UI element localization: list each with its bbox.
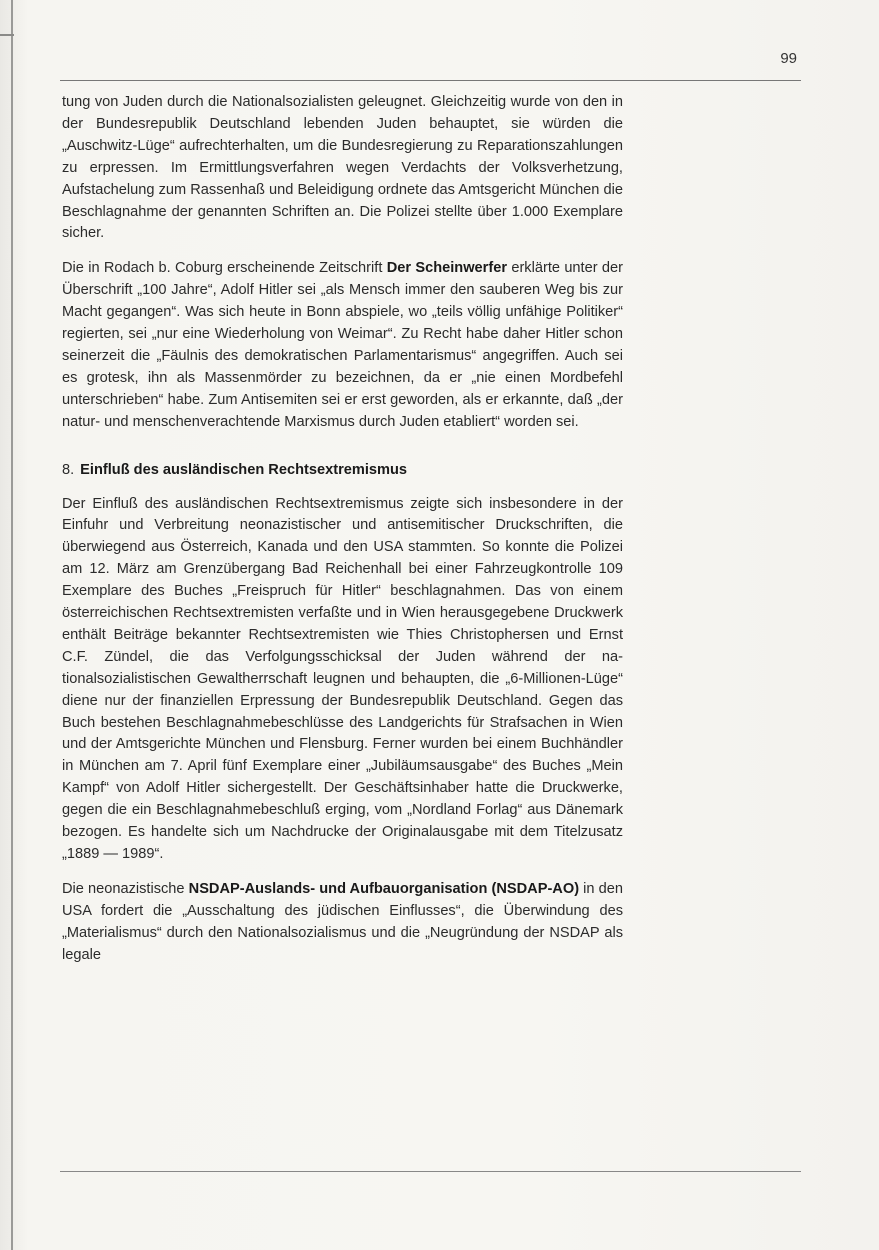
paragraph-4-body: in den USA fordert die „Ausschaltung des jüdischen Einflusses“, die Überwindung des „Materialismus“ durch den Nationalsozialismus und die „Neugründung der NSDAP als legale <box>62 880 623 963</box>
section-title: Einfluß des ausländischen Rechtsextremismus <box>80 461 408 478</box>
page-number: 99 <box>780 50 797 67</box>
page-body <box>62 92 623 980</box>
paragraph-1: tung von Juden durch die Nationalsozialisten geleugnet. Gleichzeitig wurde von den in der Bundesrepublik Deutschland lebenden Juden behauptet, sie würden die „Auschwitz-Lüge“ aufrechterhalten, um die Bundesregierung zu Reparationszahlungen zu erpressen. Im Ermittlungsverfahren wegen Verdachts der Volksverhetzung, Aufstachelung zum Rassenhaß und Beleidigung ordnete das Amtsgericht München die Beschlagnahme der genannten Schriften an. Die Polizei stellte über 1.000 Exemplare sicher. <box>62 94 623 242</box>
binding-edge <box>11 0 13 1250</box>
paragraph-4 <box>62 879 623 967</box>
organization-name: NSDAP-Auslands- und Aufbauorganisation (NSDAP-AO) <box>188 880 580 897</box>
binding-mark <box>0 34 14 36</box>
publication-name: Der Scheinwerfer <box>386 260 508 277</box>
paragraph-2-body: erklärte unter der Überschrift „100 Jahre“, Adolf Hitler sei „als Mensch immer den sauberen Weg bis zur Macht gegangen“. Was sich heute in Bonn abspiele, wo „teils völlig unfähige Politiker“ regierten, sei „nur eine Wiederholung von Weimar“. Zu Recht habe daher Hitler schon seinerzeit die „Fäulnis des demokratischen Parlamentarismus“ angegriffen. Auch sei es grotesk, ihn als Massenmörder zu bezeichnen, da er „nie einen Mordbefehl unterschrieben“ habe. Zum Antisemiten sei er erst geworden, als er erkannte, daß „der natur- und menschenverachtende Marxismus durch Juden etabliert“ worden sei. <box>62 260 623 430</box>
section-number: 8. <box>62 461 75 478</box>
paragraph-2 <box>62 258 623 433</box>
paragraph-4-lead: Die neonazistische <box>62 880 189 897</box>
footer-rule <box>60 1171 801 1172</box>
paragraph-3: Der Einfluß des ausländischen Rechtsextremismus zeigte sich insbesondere in der Einfuhr und Verbreitung neonazistischer und antisemitischer Druckschriften, die überwiegend aus Österreich, Kanada und den USA stammten. So konnte die Polizei am 12. März am Grenzübergang Bad Reichenhall bei einer Fahrzeugkontrolle 109 Exemplare des Buches „Freispruch für Hitler“ beschlagnahmen. Das von einem österreichischen Rechtsextremisten verfaßte und in Wien herausgegebene Druckwerk enthält Beiträge bekannter Rechtsextremisten wie Thies Christophersen und Ernst C.F. Zündel, die das Verfolgungsschicksal der Juden während der nationalsozialistischen Gewaltherrschaft leugnen und behaupten, die „6-Millionen-Lüge“ diene nur der finanziellen Erpressung der Bundesrepublik Deutschland. Gegen das Buch bestehen Beschlagnahmebeschlüsse des Landgerichts für Strafsachen in Wien und der Amtsgerichte München und Flensburg. Ferner wurden bei einem Buchhändler in München am 7. April fünf Exemplare einer „Jubiläumsausgabe“ des Buches „Mein Kampf“ von Adolf Hitler sichergestellt. Der Geschäftsinhaber hatte die Druckwerke, gegen die ein Beschlagnahmebeschluß erging, vom „Nordland Forlag“ aus Dänemark bezogen. Es handelte sich um Nachdrucke der Originalausgabe mit dem Titelzusatz „1889 — 1989“. <box>62 495 623 862</box>
section-heading <box>62 460 623 482</box>
header-rule <box>60 80 801 81</box>
paragraph-2-lead: Die in Rodach b. Coburg erscheinende Zeitschrift <box>62 260 387 277</box>
